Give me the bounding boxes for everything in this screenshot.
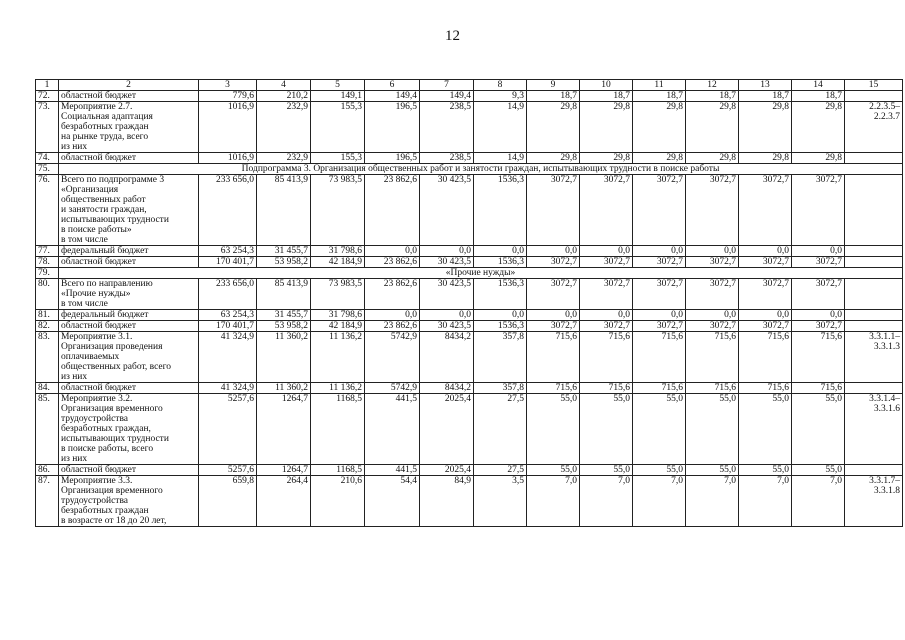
value-cell: 2025,4 (420, 394, 474, 465)
value-cell: 85 413,9 (257, 175, 311, 246)
value-cell: 3072,7 (580, 321, 633, 332)
value-cell: 23 862,6 (365, 321, 420, 332)
value-cell: 54,4 (365, 476, 420, 527)
row-number: 82. (36, 321, 59, 332)
value-cell: 715,6 (580, 332, 633, 383)
column-number: 7 (420, 80, 474, 91)
value-cell: 27,5 (474, 465, 527, 476)
row-name: Мероприятие 3.1. Организация проведения оплачиваемых общественных работ, всего из них (59, 332, 199, 383)
value-cell: 715,6 (527, 332, 580, 383)
value-cell: 41 324,9 (199, 332, 257, 383)
indicator-code (845, 257, 903, 268)
value-cell: 3072,7 (527, 175, 580, 246)
table-row (36, 153, 903, 164)
value-cell: 1264,7 (257, 465, 311, 476)
value-cell: 264,4 (257, 476, 311, 527)
row-number: 74. (36, 153, 59, 164)
row-number: 76. (36, 175, 59, 246)
value-cell: 715,6 (792, 383, 845, 394)
value-cell: 1536,3 (474, 321, 527, 332)
value-cell: 3072,7 (527, 279, 580, 310)
value-cell: 29,8 (686, 153, 739, 164)
value-cell: 3072,7 (739, 279, 792, 310)
indicator-code (845, 279, 903, 310)
value-cell: 0,0 (633, 246, 686, 257)
value-cell: 0,0 (633, 310, 686, 321)
value-cell: 30 423,5 (420, 321, 474, 332)
value-cell: 0,0 (686, 310, 739, 321)
value-cell: 149,4 (365, 91, 420, 102)
row-name: Всего по подпрограмме 3 «Организация общественных работ и занятости граждан, испытывающих трудности в поиске работы» в том числе (59, 175, 199, 246)
value-cell: 29,8 (739, 102, 792, 153)
value-cell: 715,6 (580, 383, 633, 394)
column-number: 12 (686, 80, 739, 91)
value-cell: 0,0 (739, 246, 792, 257)
value-cell: 170 401,7 (199, 257, 257, 268)
column-number: 3 (199, 80, 257, 91)
value-cell: 0,0 (792, 246, 845, 257)
value-cell: 3072,7 (633, 175, 686, 246)
value-cell: 29,8 (527, 153, 580, 164)
indicator-code (845, 91, 903, 102)
value-cell: 3072,7 (686, 175, 739, 246)
column-number: 4 (257, 80, 311, 91)
indicator-code (845, 310, 903, 321)
value-cell: 3072,7 (527, 257, 580, 268)
value-cell: 3072,7 (792, 321, 845, 332)
value-cell: 5257,6 (199, 465, 257, 476)
value-cell: 8434,2 (420, 332, 474, 383)
row-name: Всего по направлению «Прочие нужды» в том числе (59, 279, 199, 310)
value-cell: 1264,7 (257, 394, 311, 465)
section-row (36, 268, 903, 279)
value-cell: 196,5 (365, 102, 420, 153)
value-cell: 715,6 (739, 383, 792, 394)
value-cell: 42 184,9 (311, 321, 365, 332)
table-row (36, 394, 903, 465)
value-cell: 42 184,9 (311, 257, 365, 268)
value-cell: 84,9 (420, 476, 474, 527)
value-cell: 9,3 (474, 91, 527, 102)
value-cell: 233 656,0 (199, 175, 257, 246)
value-cell: 3072,7 (686, 321, 739, 332)
value-cell: 41 324,9 (199, 383, 257, 394)
value-cell: 3072,7 (580, 279, 633, 310)
value-cell: 30 423,5 (420, 279, 474, 310)
value-cell: 3072,7 (633, 321, 686, 332)
value-cell: 3072,7 (580, 175, 633, 246)
value-cell: 0,0 (474, 246, 527, 257)
table-row (36, 102, 903, 153)
value-cell: 1016,9 (199, 153, 257, 164)
value-cell: 232,9 (257, 102, 311, 153)
row-name: федеральный бюджет (59, 310, 199, 321)
value-cell: 715,6 (686, 332, 739, 383)
column-number: 9 (527, 80, 580, 91)
value-cell: 23 862,6 (365, 279, 420, 310)
value-cell: 3072,7 (580, 257, 633, 268)
column-number: 1 (36, 80, 59, 91)
column-number: 10 (580, 80, 633, 91)
value-cell: 3072,7 (792, 257, 845, 268)
value-cell: 0,0 (580, 246, 633, 257)
row-number: 87. (36, 476, 59, 527)
row-name: областной бюджет (59, 383, 199, 394)
value-cell: 1536,3 (474, 279, 527, 310)
value-cell: 55,0 (580, 394, 633, 465)
value-cell: 196,5 (365, 153, 420, 164)
value-cell: 73 983,5 (311, 279, 365, 310)
column-number: 15 (845, 80, 903, 91)
column-number: 6 (365, 80, 420, 91)
row-name: областной бюджет (59, 153, 199, 164)
value-cell: 210,2 (257, 91, 311, 102)
value-cell: 14,9 (474, 102, 527, 153)
value-cell: 149,4 (420, 91, 474, 102)
value-cell: 29,8 (633, 102, 686, 153)
value-cell: 3072,7 (739, 175, 792, 246)
value-cell: 29,8 (792, 153, 845, 164)
value-cell: 18,7 (527, 91, 580, 102)
value-cell: 55,0 (633, 394, 686, 465)
table-row (36, 246, 903, 257)
value-cell: 155,3 (311, 102, 365, 153)
value-cell: 659,8 (199, 476, 257, 527)
value-cell: 0,0 (686, 246, 739, 257)
column-number: 5 (311, 80, 365, 91)
row-number: 72. (36, 91, 59, 102)
row-number: 85. (36, 394, 59, 465)
value-cell: 715,6 (739, 332, 792, 383)
value-cell: 30 423,5 (420, 175, 474, 246)
value-cell: 29,8 (527, 102, 580, 153)
value-cell: 1168,5 (311, 394, 365, 465)
indicator-code (845, 465, 903, 476)
table-row (36, 321, 903, 332)
value-cell: 0,0 (365, 310, 420, 321)
value-cell: 11 136,2 (311, 332, 365, 383)
value-cell: 441,5 (365, 394, 420, 465)
row-number: 81. (36, 310, 59, 321)
value-cell: 14,9 (474, 153, 527, 164)
value-cell: 31 798,6 (311, 310, 365, 321)
value-cell: 85 413,9 (257, 279, 311, 310)
value-cell: 0,0 (365, 246, 420, 257)
row-number: 77. (36, 246, 59, 257)
indicator-code (845, 153, 903, 164)
value-cell: 29,8 (580, 102, 633, 153)
table-row (36, 332, 903, 383)
value-cell: 3,5 (474, 476, 527, 527)
row-name: областной бюджет (59, 257, 199, 268)
value-cell: 3072,7 (792, 279, 845, 310)
value-cell: 73 983,5 (311, 175, 365, 246)
value-cell: 55,0 (792, 394, 845, 465)
indicator-code: 3.3.1.1– 3.3.1.3 (845, 332, 903, 383)
value-cell: 3072,7 (686, 257, 739, 268)
value-cell: 18,7 (633, 91, 686, 102)
value-cell: 0,0 (739, 310, 792, 321)
value-cell: 0,0 (420, 310, 474, 321)
section-title: Подпрограмма 3. Организация общественных работ и занятости граждан, испытывающих трудности в поиске работы (59, 164, 903, 175)
value-cell: 232,9 (257, 153, 311, 164)
value-cell: 29,8 (633, 153, 686, 164)
value-cell: 238,5 (420, 102, 474, 153)
value-cell: 715,6 (792, 332, 845, 383)
value-cell: 55,0 (739, 465, 792, 476)
value-cell: 7,0 (580, 476, 633, 527)
column-number: 8 (474, 80, 527, 91)
indicator-code: 3.3.1.7– 3.3.1.8 (845, 476, 903, 527)
value-cell: 55,0 (633, 465, 686, 476)
table-row (36, 257, 903, 268)
row-number: 86. (36, 465, 59, 476)
column-number: 13 (739, 80, 792, 91)
value-cell: 55,0 (686, 465, 739, 476)
value-cell: 23 862,6 (365, 175, 420, 246)
column-number-row (36, 80, 903, 91)
table-body (36, 80, 903, 527)
value-cell: 55,0 (686, 394, 739, 465)
row-name: областной бюджет (59, 321, 199, 332)
row-number: 78. (36, 257, 59, 268)
value-cell: 31 455,7 (257, 246, 311, 257)
value-cell: 441,5 (365, 465, 420, 476)
value-cell: 55,0 (527, 394, 580, 465)
value-cell: 1168,5 (311, 465, 365, 476)
value-cell: 0,0 (474, 310, 527, 321)
value-cell: 11 360,2 (257, 332, 311, 383)
value-cell: 170 401,7 (199, 321, 257, 332)
value-cell: 8434,2 (420, 383, 474, 394)
section-row (36, 164, 903, 175)
value-cell: 53 958,2 (257, 257, 311, 268)
row-name: Мероприятие 3.3. Организация временного трудоустройства безработных граждан в возрасте от 18 до 20 лет, (59, 476, 199, 527)
column-number: 2 (59, 80, 199, 91)
table-row (36, 279, 903, 310)
row-number: 75. (36, 164, 59, 175)
value-cell: 155,3 (311, 153, 365, 164)
page-number: 12 (445, 28, 460, 44)
value-cell: 2025,4 (420, 465, 474, 476)
value-cell: 238,5 (420, 153, 474, 164)
value-cell: 29,8 (686, 102, 739, 153)
value-cell: 7,0 (739, 476, 792, 527)
value-cell: 357,8 (474, 332, 527, 383)
table-row (36, 91, 903, 102)
value-cell: 210,6 (311, 476, 365, 527)
value-cell: 27,5 (474, 394, 527, 465)
row-name: Мероприятие 3.2. Организация временного трудоустройства безработных граждан, испытывающих трудности в поиске работы, всего из них (59, 394, 199, 465)
row-name: федеральный бюджет (59, 246, 199, 257)
row-name: областной бюджет (59, 91, 199, 102)
table-row (36, 465, 903, 476)
value-cell: 29,8 (739, 153, 792, 164)
value-cell: 55,0 (792, 465, 845, 476)
value-cell: 7,0 (792, 476, 845, 527)
value-cell: 3072,7 (633, 257, 686, 268)
value-cell: 715,6 (527, 383, 580, 394)
value-cell: 23 862,6 (365, 257, 420, 268)
column-number: 14 (792, 80, 845, 91)
value-cell: 357,8 (474, 383, 527, 394)
value-cell: 31 798,6 (311, 246, 365, 257)
budget-table (35, 79, 903, 527)
row-number: 80. (36, 279, 59, 310)
value-cell: 0,0 (792, 310, 845, 321)
value-cell: 779,6 (199, 91, 257, 102)
value-cell: 0,0 (420, 246, 474, 257)
table-row (36, 383, 903, 394)
value-cell: 3072,7 (739, 257, 792, 268)
value-cell: 18,7 (580, 91, 633, 102)
value-cell: 1016,9 (199, 102, 257, 153)
value-cell: 3072,7 (633, 279, 686, 310)
row-name: Мероприятие 2.7. Социальная адаптация безработных граждан на рынке труда, всего из них (59, 102, 199, 153)
value-cell: 715,6 (686, 383, 739, 394)
indicator-code (845, 383, 903, 394)
value-cell: 18,7 (792, 91, 845, 102)
table-row (36, 175, 903, 246)
value-cell: 55,0 (580, 465, 633, 476)
row-number: 83. (36, 332, 59, 383)
value-cell: 7,0 (527, 476, 580, 527)
value-cell: 55,0 (739, 394, 792, 465)
value-cell: 29,8 (580, 153, 633, 164)
indicator-code: 2.2.3.5– 2.2.3.7 (845, 102, 903, 153)
value-cell: 149,1 (311, 91, 365, 102)
indicator-code (845, 175, 903, 246)
value-cell: 3072,7 (527, 321, 580, 332)
row-number: 79. (36, 268, 59, 279)
value-cell: 18,7 (686, 91, 739, 102)
value-cell: 0,0 (527, 246, 580, 257)
value-cell: 1536,3 (474, 257, 527, 268)
value-cell: 7,0 (686, 476, 739, 527)
table-row (36, 476, 903, 527)
value-cell: 5742,9 (365, 332, 420, 383)
value-cell: 55,0 (527, 465, 580, 476)
value-cell: 5742,9 (365, 383, 420, 394)
value-cell: 715,6 (633, 383, 686, 394)
value-cell: 7,0 (633, 476, 686, 527)
value-cell: 53 958,2 (257, 321, 311, 332)
value-cell: 31 455,7 (257, 310, 311, 321)
value-cell: 63 254,3 (199, 310, 257, 321)
value-cell: 715,6 (633, 332, 686, 383)
column-number: 11 (633, 80, 686, 91)
value-cell: 18,7 (739, 91, 792, 102)
indicator-code: 3.3.1.4– 3.3.1.6 (845, 394, 903, 465)
value-cell: 5257,6 (199, 394, 257, 465)
value-cell: 29,8 (792, 102, 845, 153)
value-cell: 3072,7 (739, 321, 792, 332)
value-cell: 63 254,3 (199, 246, 257, 257)
value-cell: 3072,7 (686, 279, 739, 310)
value-cell: 3072,7 (792, 175, 845, 246)
row-number: 73. (36, 102, 59, 153)
value-cell: 0,0 (580, 310, 633, 321)
value-cell: 233 656,0 (199, 279, 257, 310)
indicator-code (845, 321, 903, 332)
value-cell: 0,0 (527, 310, 580, 321)
value-cell: 30 423,5 (420, 257, 474, 268)
section-title: «Прочие нужды» (59, 268, 903, 279)
indicator-code (845, 246, 903, 257)
row-number: 84. (36, 383, 59, 394)
value-cell: 1536,3 (474, 175, 527, 246)
value-cell: 11 360,2 (257, 383, 311, 394)
table-row (36, 310, 903, 321)
value-cell: 11 136,2 (311, 383, 365, 394)
row-name: областной бюджет (59, 465, 199, 476)
